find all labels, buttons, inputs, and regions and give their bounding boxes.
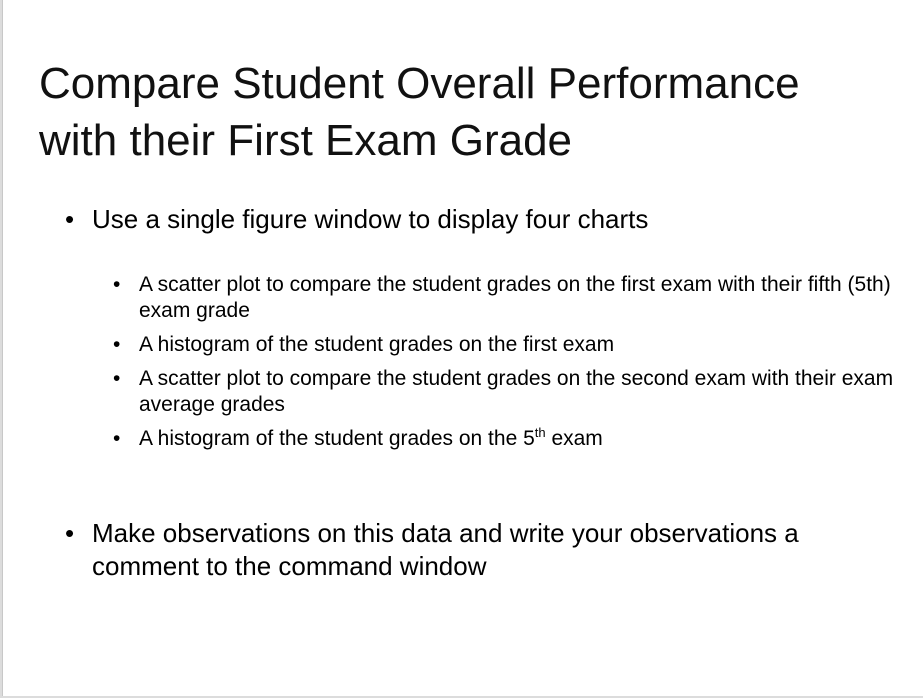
- bullet-observations: [65, 517, 912, 583]
- text-prefix: A histogram of the student grades on the 5: [139, 427, 535, 450]
- title-line-2: with their First Exam Grade: [39, 116, 573, 165]
- bullet-dot-icon: •: [65, 518, 75, 548]
- list-item: [113, 426, 903, 452]
- slide: [3, 0, 923, 696]
- list-item: [113, 366, 903, 418]
- bullet-dot-icon: •: [113, 427, 121, 450]
- text-suffix: exam: [545, 427, 603, 450]
- bullet-dot-icon: •: [113, 367, 121, 390]
- list-item-text: A histogram of the student grades on the first exam: [139, 333, 615, 356]
- bullet-dot-icon: •: [113, 333, 121, 356]
- list-item: [113, 272, 903, 324]
- bullet-dot-icon: •: [65, 204, 75, 234]
- bullet-text: Make observations on this data and write your observations a comment to the command window: [92, 518, 799, 581]
- title-line-1: Compare Student Overall Performance: [39, 59, 800, 108]
- list-item-text: A scatter plot to compare the student grades on the first exam with their fifth (5th) exam grade: [139, 273, 891, 322]
- bullet-text: Use a single figure window to display four charts: [92, 204, 649, 234]
- list-item: [113, 332, 903, 358]
- list-item-text: A scatter plot to compare the student grades on the second exam with their exam average grades: [139, 367, 894, 416]
- bullet-display-charts: [65, 203, 912, 236]
- list-item-text: [139, 427, 603, 450]
- slide-title: [39, 55, 899, 169]
- superscript: th: [534, 425, 546, 440]
- bullet-dot-icon: •: [113, 273, 121, 296]
- sub-bullet-list: [113, 272, 903, 460]
